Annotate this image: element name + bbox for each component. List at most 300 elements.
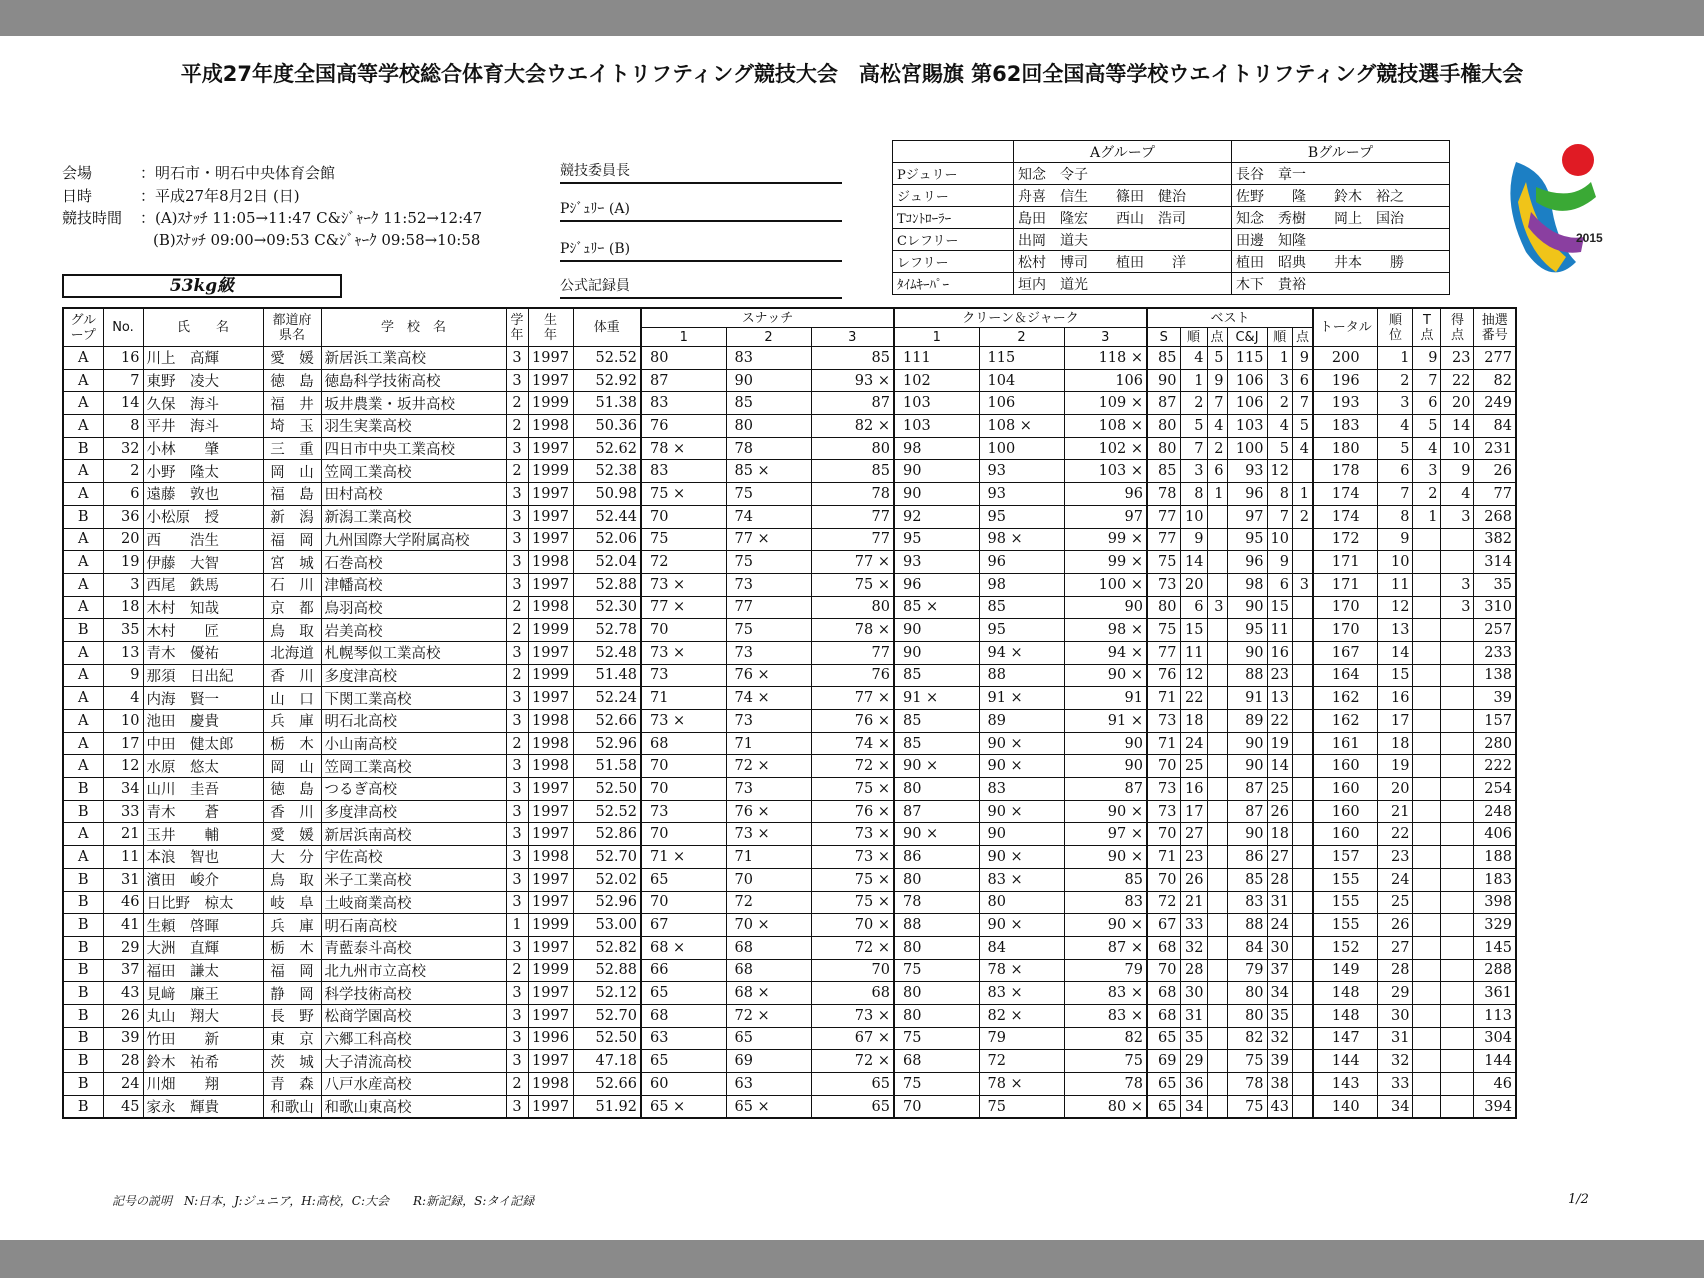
cell-cj-3: 82	[1064, 1027, 1147, 1050]
cell-best-s-rank: 3	[1180, 460, 1207, 483]
cell-best-cj-rank: 7	[1267, 505, 1292, 528]
cell-total: 170	[1313, 619, 1378, 642]
cell-best-s-points	[1207, 664, 1227, 687]
cell-no: 10	[103, 710, 143, 733]
table-row	[63, 982, 1516, 1005]
cell-snatch-3: 76 ×	[811, 710, 894, 733]
cell-cj-1: 102	[894, 369, 979, 392]
cell-total: 160	[1313, 755, 1378, 778]
cell-snatch-2: 65	[726, 1027, 811, 1050]
cell-name: 池田 慶貴	[143, 710, 263, 733]
cell-snatch-2: 78	[726, 437, 811, 460]
col-bodyweight: 体重	[573, 308, 641, 347]
cell-group: A	[63, 732, 103, 755]
cell-school: 和歌山東高校	[321, 1095, 506, 1118]
cell-best-cj-points	[1292, 732, 1313, 755]
cell-best-cj-rank: 12	[1267, 460, 1292, 483]
cell-birth-year: 1997	[528, 1050, 573, 1073]
cell-prefecture: 愛 媛	[263, 347, 321, 370]
cell-bodyweight: 52.66	[573, 710, 641, 733]
cell-best-cj-points	[1292, 755, 1313, 778]
cell-school: 笠岡工業高校	[321, 460, 506, 483]
table-row	[63, 596, 1516, 619]
cell-score	[1441, 846, 1474, 869]
cell-best-s: 77	[1147, 528, 1180, 551]
cell-draw-number: 138	[1474, 664, 1516, 687]
table-row	[63, 1095, 1516, 1118]
event-logo	[1496, 142, 1606, 292]
cell-cj-1: 98	[894, 437, 979, 460]
cell-no: 36	[103, 505, 143, 528]
cell-best-cj: 90	[1227, 755, 1267, 778]
jury-group-a: 松村 博司 植田 洋	[1014, 251, 1232, 273]
cell-name: 平井 海斗	[143, 415, 263, 438]
cell-snatch-2: 83	[726, 347, 811, 370]
col-total: トータル	[1313, 308, 1378, 347]
cell-bodyweight: 52.82	[573, 936, 641, 959]
cell-snatch-1: 73 ×	[641, 573, 726, 596]
cell-best-s-rank: 14	[1180, 551, 1207, 574]
cell-draw-number: 77	[1474, 483, 1516, 506]
cell-group: B	[63, 437, 103, 460]
cell-group: B	[63, 505, 103, 528]
cell-cj-1: 92	[894, 505, 979, 528]
cell-birth-year: 1998	[528, 415, 573, 438]
cell-team-points	[1413, 891, 1441, 914]
time-label: 競技時間	[62, 209, 123, 227]
time-b-value: (B)ｽﾅｯﾁ 09:00→09:53 C&ｼﾞｬｰｸ 09:58→10:58	[153, 231, 481, 249]
cell-grade: 3	[506, 755, 528, 778]
cell-best-cj-points	[1292, 687, 1313, 710]
cell-snatch-1: 83	[641, 392, 726, 415]
cell-bodyweight: 51.48	[573, 664, 641, 687]
cell-bodyweight: 52.70	[573, 846, 641, 869]
cell-snatch-2: 85	[726, 392, 811, 415]
cell-snatch-2: 71	[726, 846, 811, 869]
cell-grade: 2	[506, 959, 528, 982]
cell-prefecture: 福 井	[263, 392, 321, 415]
cell-grade: 2	[506, 596, 528, 619]
cell-best-s-points	[1207, 959, 1227, 982]
cell-cj-1: 80	[894, 868, 979, 891]
cell-name: 中田 健太郎	[143, 732, 263, 755]
cell-snatch-2: 65 ×	[726, 1095, 811, 1118]
cell-grade: 3	[506, 573, 528, 596]
table-row	[63, 778, 1516, 801]
cell-snatch-2: 76 ×	[726, 664, 811, 687]
table-row	[63, 1073, 1516, 1096]
cell-prefecture: 北海道	[263, 641, 321, 664]
cell-cj-3: 91 ×	[1064, 710, 1147, 733]
cell-school: 土岐商業高校	[321, 891, 506, 914]
col-team-points: T 点	[1413, 308, 1441, 347]
cell-best-s: 71	[1147, 846, 1180, 869]
table-row	[63, 800, 1516, 823]
cell-best-cj-points	[1292, 1095, 1313, 1118]
cell-cj-3: 78	[1064, 1073, 1147, 1096]
cell-best-s: 70	[1147, 868, 1180, 891]
cell-score: 14	[1441, 415, 1474, 438]
cell-rank: 17	[1378, 710, 1413, 733]
cell-grade: 3	[506, 369, 528, 392]
cell-group: A	[63, 551, 103, 574]
table-row	[63, 415, 1516, 438]
cell-bodyweight: 52.38	[573, 460, 641, 483]
cell-school: 石巻高校	[321, 551, 506, 574]
cell-snatch-2: 71	[726, 732, 811, 755]
cell-snatch-1: 65	[641, 1050, 726, 1073]
cell-grade: 3	[506, 868, 528, 891]
cell-snatch-2: 74	[726, 505, 811, 528]
cell-best-cj: 79	[1227, 959, 1267, 982]
cell-best-cj: 80	[1227, 982, 1267, 1005]
cell-snatch-2: 85 ×	[726, 460, 811, 483]
cell-snatch-3: 76 ×	[811, 800, 894, 823]
cell-draw-number: 248	[1474, 800, 1516, 823]
cell-score	[1441, 732, 1474, 755]
cell-cj-3: 118 ×	[1064, 347, 1147, 370]
cell-best-cj-points: 3	[1292, 573, 1313, 596]
cell-draw-number: 394	[1474, 1095, 1516, 1118]
table-row	[63, 914, 1516, 937]
cell-prefecture: 山 口	[263, 687, 321, 710]
cell-school: 宇佐高校	[321, 846, 506, 869]
cell-score	[1441, 800, 1474, 823]
cell-best-cj: 82	[1227, 1027, 1267, 1050]
cell-bodyweight: 52.96	[573, 732, 641, 755]
jury-role: レフリー	[893, 251, 1014, 273]
cell-best-cj-rank: 43	[1267, 1095, 1292, 1118]
cell-rank: 5	[1378, 437, 1413, 460]
cell-no: 24	[103, 1073, 143, 1096]
cell-school: 坂井農業・坂井高校	[321, 392, 506, 415]
cell-name: 丸山 翔大	[143, 1004, 263, 1027]
cell-total: 157	[1313, 846, 1378, 869]
cell-best-cj-rank: 10	[1267, 528, 1292, 551]
table-row	[63, 868, 1516, 891]
cell-team-points: 9	[1413, 347, 1441, 370]
cell-cj-2: 95	[979, 619, 1064, 642]
cell-best-cj-rank: 25	[1267, 778, 1292, 801]
cell-no: 28	[103, 1050, 143, 1073]
cell-best-cj-rank: 18	[1267, 823, 1292, 846]
cell-best-s-rank: 21	[1180, 891, 1207, 914]
cell-rank: 12	[1378, 596, 1413, 619]
cell-best-cj-rank: 22	[1267, 710, 1292, 733]
cell-grade: 3	[506, 437, 528, 460]
cell-snatch-2: 73	[726, 573, 811, 596]
cell-grade: 3	[506, 800, 528, 823]
cell-best-s-rank: 6	[1180, 596, 1207, 619]
cell-best-s: 80	[1147, 437, 1180, 460]
cell-cj-1: 80	[894, 982, 979, 1005]
cell-cj-2: 90 ×	[979, 800, 1064, 823]
cell-best-s-points	[1207, 778, 1227, 801]
cell-grade: 3	[506, 982, 528, 1005]
cell-best-s-rank: 23	[1180, 846, 1207, 869]
venue-value: ：明石市・明石中央体育会館	[140, 164, 336, 182]
jury-group-a: 垣内 道光	[1014, 273, 1232, 295]
cell-snatch-3: 65	[811, 1073, 894, 1096]
cell-best-cj-points	[1292, 619, 1313, 642]
logo-red-circle	[1562, 144, 1594, 176]
cell-name: 青木 蒼	[143, 800, 263, 823]
cell-draw-number: 249	[1474, 392, 1516, 415]
time-a-value: ：(A)ｽﾅｯﾁ 11:05→11:47 C&ｼﾞｬｰｸ 11:52→12:47	[140, 209, 483, 227]
cell-score	[1441, 778, 1474, 801]
cell-snatch-3: 87	[811, 392, 894, 415]
cell-cj-2: 84	[979, 936, 1064, 959]
cell-cj-1: 90	[894, 641, 979, 664]
cell-group: A	[63, 823, 103, 846]
table-row	[63, 664, 1516, 687]
cell-best-s-points	[1207, 687, 1227, 710]
cell-best-s-points: 6	[1207, 460, 1227, 483]
cell-prefecture: 福 岡	[263, 528, 321, 551]
cell-group: B	[63, 800, 103, 823]
cell-best-cj-points	[1292, 710, 1313, 733]
cell-best-cj-rank: 19	[1267, 732, 1292, 755]
cell-best-s-points: 7	[1207, 392, 1227, 415]
table-row	[63, 460, 1516, 483]
cell-score	[1441, 641, 1474, 664]
cell-best-s: 65	[1147, 1073, 1180, 1096]
cell-snatch-1: 78 ×	[641, 437, 726, 460]
cell-prefecture: 兵 庫	[263, 914, 321, 937]
cell-grade: 3	[506, 687, 528, 710]
cell-cj-3: 99 ×	[1064, 551, 1147, 574]
cell-name: 木村 匠	[143, 619, 263, 642]
cell-best-s-rank: 11	[1180, 641, 1207, 664]
cell-bodyweight: 52.24	[573, 687, 641, 710]
cell-school: 多度津高校	[321, 664, 506, 687]
cell-cj-2: 72	[979, 1050, 1064, 1073]
cell-best-s: 75	[1147, 551, 1180, 574]
cell-bodyweight: 52.88	[573, 959, 641, 982]
cell-birth-year: 1998	[528, 846, 573, 869]
col-snatch-2: 2	[726, 328, 811, 347]
cell-name: 生頼 啓暉	[143, 914, 263, 937]
col-cj-1: 1	[894, 328, 979, 347]
cell-birth-year: 1999	[528, 914, 573, 937]
results-table	[62, 307, 1517, 1119]
cell-birth-year: 1997	[528, 868, 573, 891]
cell-group: B	[63, 891, 103, 914]
cell-rank: 11	[1378, 573, 1413, 596]
cell-best-cj: 93	[1227, 460, 1267, 483]
venue-label: 会場	[62, 164, 93, 182]
cell-best-cj-points	[1292, 778, 1313, 801]
cell-birth-year: 1998	[528, 755, 573, 778]
cell-team-points	[1413, 573, 1441, 596]
cell-draw-number: 231	[1474, 437, 1516, 460]
cell-cj-2: 104	[979, 369, 1064, 392]
cell-team-points	[1413, 528, 1441, 551]
cell-team-points: 6	[1413, 392, 1441, 415]
cell-score: 10	[1441, 437, 1474, 460]
cell-best-s-rank: 5	[1180, 415, 1207, 438]
cell-cj-3: 83 ×	[1064, 1004, 1147, 1027]
cell-best-cj-points	[1292, 1073, 1313, 1096]
cell-best-s: 73	[1147, 800, 1180, 823]
cell-bodyweight: 52.78	[573, 619, 641, 642]
cell-best-s-rank: 12	[1180, 664, 1207, 687]
cell-snatch-3: 82 ×	[811, 415, 894, 438]
cell-cj-2: 106	[979, 392, 1064, 415]
cell-grade: 3	[506, 551, 528, 574]
cell-snatch-1: 75 ×	[641, 483, 726, 506]
jury-group-a: 知念 令子	[1014, 163, 1232, 185]
cell-best-s-points	[1207, 936, 1227, 959]
cell-cj-1: 93	[894, 551, 979, 574]
cell-draw-number: 84	[1474, 415, 1516, 438]
cell-best-s: 85	[1147, 347, 1180, 370]
cell-total: 155	[1313, 891, 1378, 914]
cell-group: B	[63, 959, 103, 982]
cell-cj-1: 85 ×	[894, 596, 979, 619]
cell-total: 160	[1313, 778, 1378, 801]
cell-best-s-rank: 30	[1180, 982, 1207, 1005]
cell-best-s-points: 1	[1207, 483, 1227, 506]
cell-team-points: 4	[1413, 437, 1441, 460]
cell-best-cj: 96	[1227, 551, 1267, 574]
cell-school: 津幡高校	[321, 573, 506, 596]
cell-draw-number: 304	[1474, 1027, 1516, 1050]
cell-best-cj: 80	[1227, 1004, 1267, 1027]
cell-no: 4	[103, 687, 143, 710]
cell-best-s: 80	[1147, 415, 1180, 438]
cell-best-s: 68	[1147, 1004, 1180, 1027]
cell-cj-1: 87	[894, 800, 979, 823]
cell-grade: 3	[506, 1004, 528, 1027]
cell-prefecture: 岡 山	[263, 460, 321, 483]
cell-best-cj: 88	[1227, 664, 1267, 687]
cell-score	[1441, 687, 1474, 710]
jury-row	[893, 163, 1450, 185]
cell-bodyweight: 47.18	[573, 1050, 641, 1073]
cell-best-cj-rank: 34	[1267, 982, 1292, 1005]
cell-snatch-3: 77	[811, 505, 894, 528]
cell-no: 45	[103, 1095, 143, 1118]
col-score: 得 点	[1441, 308, 1474, 347]
cell-snatch-3: 65	[811, 1095, 894, 1118]
cell-grade: 3	[506, 347, 528, 370]
cell-grade: 3	[506, 778, 528, 801]
cell-snatch-1: 75	[641, 528, 726, 551]
cell-best-cj: 103	[1227, 415, 1267, 438]
cell-grade: 2	[506, 415, 528, 438]
viewer-bottom-bar	[0, 1240, 1704, 1278]
cell-cj-3: 90 ×	[1064, 800, 1147, 823]
cell-best-cj-points: 9	[1292, 347, 1313, 370]
cell-rank: 6	[1378, 460, 1413, 483]
table-row	[63, 846, 1516, 869]
cell-rank: 33	[1378, 1073, 1413, 1096]
cell-cj-2: 93	[979, 460, 1064, 483]
cell-snatch-2: 80	[726, 415, 811, 438]
cell-cj-2: 80	[979, 891, 1064, 914]
jury-row	[893, 185, 1450, 207]
cell-rank: 19	[1378, 755, 1413, 778]
cell-best-s-rank: 18	[1180, 710, 1207, 733]
cell-best-cj: 90	[1227, 732, 1267, 755]
cell-rank: 7	[1378, 483, 1413, 506]
legend-footnote: 記号の説明 N:日本，J:ジュニア，H:高校，C:大会 R:新記録，S:タイ記録	[112, 1194, 535, 1208]
cell-school: 科学技術高校	[321, 982, 506, 1005]
cell-score	[1441, 619, 1474, 642]
cell-no: 32	[103, 437, 143, 460]
cell-score	[1441, 936, 1474, 959]
cell-school: 新居浜南高校	[321, 823, 506, 846]
cell-best-s: 67	[1147, 914, 1180, 937]
cell-prefecture: 大 分	[263, 846, 321, 869]
cell-cj-3: 90	[1064, 732, 1147, 755]
cell-snatch-2: 77	[726, 596, 811, 619]
cell-best-cj: 87	[1227, 800, 1267, 823]
cell-best-s-points	[1207, 1095, 1227, 1118]
cell-best-s-rank: 29	[1180, 1050, 1207, 1073]
cell-best-cj: 95	[1227, 528, 1267, 551]
cell-best-s-rank: 20	[1180, 573, 1207, 596]
cell-best-cj-points	[1292, 868, 1313, 891]
cell-team-points	[1413, 959, 1441, 982]
cell-cj-2: 83 ×	[979, 982, 1064, 1005]
cell-school: 小山南高校	[321, 732, 506, 755]
cell-name: 木村 知哉	[143, 596, 263, 619]
cell-draw-number: 39	[1474, 687, 1516, 710]
cell-snatch-2: 90	[726, 369, 811, 392]
date-label: 日時	[62, 187, 93, 205]
cell-best-s-points	[1207, 1073, 1227, 1096]
cell-no: 13	[103, 641, 143, 664]
cell-snatch-1: 87	[641, 369, 726, 392]
cell-best-cj: 87	[1227, 778, 1267, 801]
cell-best-cj-rank: 26	[1267, 800, 1292, 823]
table-row	[63, 710, 1516, 733]
cell-score: 3	[1441, 596, 1474, 619]
cell-best-cj-rank: 13	[1267, 687, 1292, 710]
cell-snatch-3: 80	[811, 596, 894, 619]
table-row	[63, 528, 1516, 551]
cell-score	[1441, 1004, 1474, 1027]
cell-no: 43	[103, 982, 143, 1005]
cell-cj-3: 75	[1064, 1050, 1147, 1073]
cell-snatch-1: 71 ×	[641, 846, 726, 869]
cell-best-cj-points: 1	[1292, 483, 1313, 506]
cell-birth-year: 1997	[528, 641, 573, 664]
cell-cj-2: 90 ×	[979, 755, 1064, 778]
cell-birth-year: 1997	[528, 936, 573, 959]
cell-team-points: 1	[1413, 505, 1441, 528]
cell-best-cj-points	[1292, 1027, 1313, 1050]
cell-score: 9	[1441, 460, 1474, 483]
cell-best-s-points	[1207, 1050, 1227, 1073]
official-pjury-b: Pｼﾞｭﾘｰ (B)	[560, 238, 842, 262]
cell-team-points	[1413, 823, 1441, 846]
cell-bodyweight: 52.70	[573, 1004, 641, 1027]
jury-group-b: 植田 昭典 井本 勝	[1232, 251, 1450, 273]
cell-best-s: 80	[1147, 596, 1180, 619]
cell-best-cj-points	[1292, 800, 1313, 823]
cell-prefecture: 新 潟	[263, 505, 321, 528]
cell-best-s: 69	[1147, 1050, 1180, 1073]
cell-no: 9	[103, 664, 143, 687]
cell-no: 19	[103, 551, 143, 574]
cell-grade: 3	[506, 1050, 528, 1073]
cell-rank: 31	[1378, 1027, 1413, 1050]
cell-bodyweight: 51.58	[573, 755, 641, 778]
cell-birth-year: 1999	[528, 664, 573, 687]
